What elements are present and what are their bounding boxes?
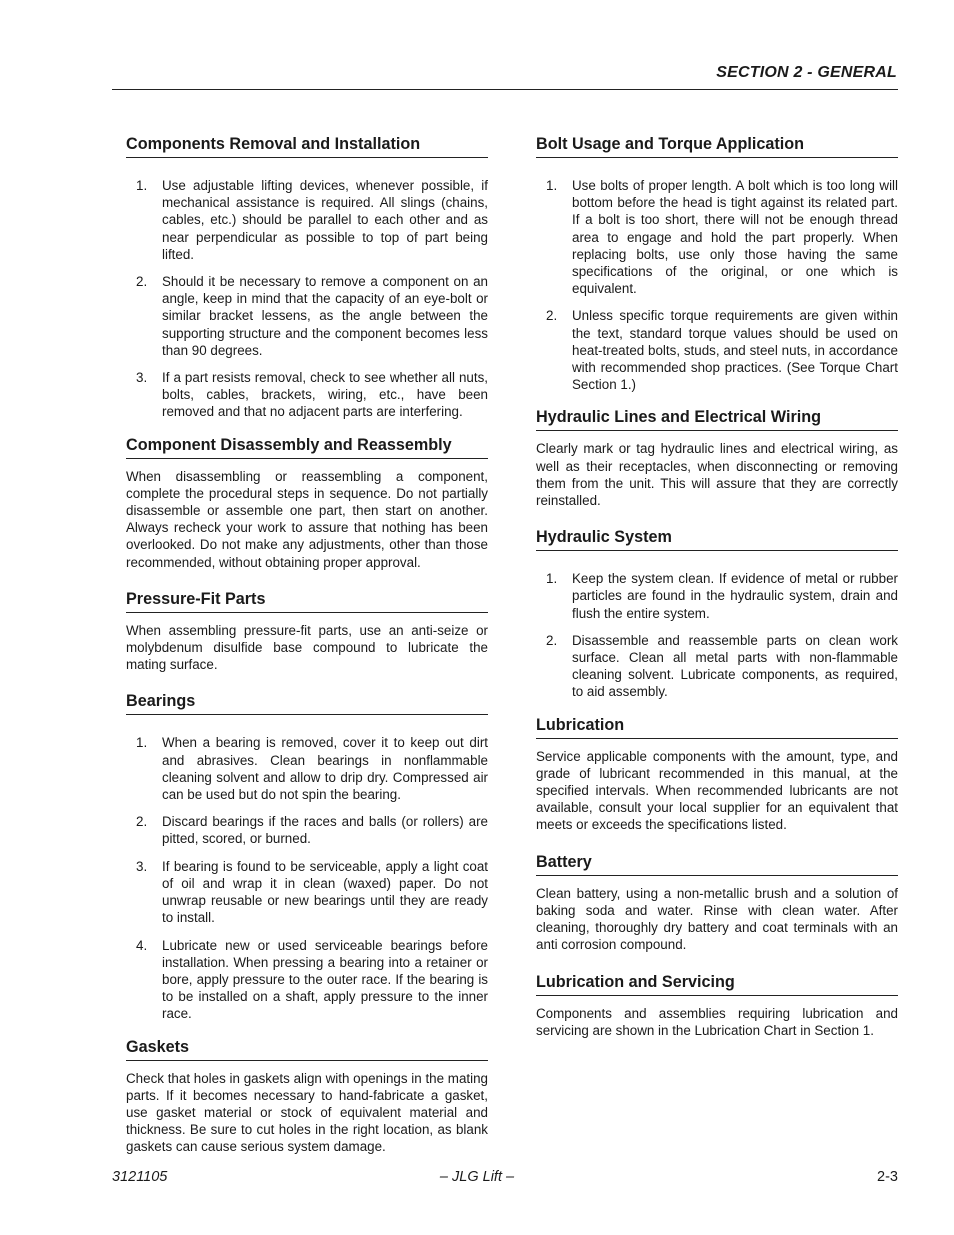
section-lubrication — [536, 715, 898, 834]
section-heading: Battery — [536, 852, 898, 876]
section-heading: Pressure-Fit Parts — [126, 589, 488, 613]
section-body: Clean battery, using a non-metallic brush and a solution of baking soda and water. Rinse with clean water. After cleaning, thoroughly dry battery and coat terminals with an anti corrosion compound. — [536, 885, 898, 953]
list-item: 1. Keep the system clean. If evidence of metal or rubber particles are found in the hydraulic system, drain and flush the entire system. — [546, 571, 898, 621]
list-item: 1. Use adjustable lifting devices, whenever possible, if mechanical assistance is required. All slings (chains, cables, etc.) should be parallel to each other and as near perpendicular as possible to top of part being lifted. — [136, 178, 488, 262]
section-heading: Bolt Usage and Torque Application — [536, 134, 898, 158]
list-item: 3. If a part resists removal, check to see whether all nuts, bolts, cables, brackets, wiring, etc., have been removed and that no adjacent parts are interfering. — [136, 370, 488, 420]
numbered-list — [536, 167, 898, 393]
list-item: 2. Discard bearings if the races and balls (or rollers) are pitted, scored, or burned. — [136, 814, 488, 847]
section-heading: Gaskets — [126, 1037, 488, 1061]
section-heading: Hydraulic Lines and Electrical Wiring — [536, 407, 898, 431]
section-components-removal — [126, 134, 488, 421]
list-item: 2. Unless specific torque requirements are given within the text, standard torque values should be used on heat-treated bolts, studs, and steel nuts, in accordance with recommended shop practices. (See Torque Chart Section 1.) — [546, 308, 898, 393]
list-item: 1. When a bearing is removed, cover it to keep out dirt and abrasives. Clean bearings in nonflammable cleaning solvent and allow to drip dry. Compressed air can be used but do not spin the bearing. — [136, 735, 488, 803]
section-pressure-fit — [126, 589, 488, 674]
document-number: 3121105 — [112, 1169, 168, 1185]
section-hydraulic-system — [536, 527, 898, 700]
section-disassembly — [126, 435, 488, 571]
section-heading: Lubrication — [536, 715, 898, 739]
section-gaskets — [126, 1037, 488, 1156]
section-heading: Hydraulic System — [536, 527, 898, 551]
section-body: Check that holes in gaskets align with openings in the mating parts. If it becomes necessary to hand-fabricate a gasket, use gasket material or stock of equivalent material and thickness. Be sure to cut holes in the right location, as blank gaskets can cause serious system damage. — [126, 1070, 488, 1155]
section-bearings — [126, 691, 488, 1022]
section-heading: Components Removal and Installation — [126, 134, 488, 158]
list-item: 1. Use bolts of proper length. A bolt which is too long will bottom before the head is tight against its related part. If a bolt is too short, there will not be enough thread area to engage and hold the part properly. When replacing bolts, use only those having the same specifications of the original, or one which is equivalent. — [546, 178, 898, 297]
numbered-list — [126, 167, 488, 421]
header-divider — [112, 89, 898, 90]
section-body: When disassembling or reassembling a component, complete the procedural steps in sequence. Do not partially disassemble or assemble one part, then start on another. Always recheck your work to assure that nothing has been overlooked. Do not make any adjustments, other than those recommended, without obtaining proper approval. — [126, 468, 488, 570]
footer-brand: – JLG Lift – — [439, 1169, 515, 1185]
left-column — [126, 134, 488, 1156]
list-item: 4. Lubricate new or used serviceable bearings before installation. When pressing a bearing into a retainer or bore, apply pressure to the outer race. If the bearing is to be installed on a shaft, apply pressure to the inner race. — [136, 937, 488, 1022]
section-hydraulic-lines — [536, 407, 898, 509]
page-number: 2-3 — [877, 1169, 898, 1185]
list-item: 2. Should it be necessary to remove a component on an angle, keep in mind that the capacity of an eye-bolt or similar bracket lessens, as the angle between the supporting structure and the component becomes less than 90 degrees. — [136, 274, 488, 358]
section-heading: Lubrication and Servicing — [536, 972, 898, 996]
section-body: When assembling pressure-fit parts, use an anti-seize or molybdenum disulfide base compound to lubricate the mating surface. — [126, 622, 488, 673]
section-heading: Bearings — [126, 691, 488, 715]
list-item: 2. Disassemble and reassemble parts on clean work surface. Clean all metal parts with non-flammable cleaning solvent. Lubricate components, as required, to aid assembly. — [546, 632, 898, 700]
section-battery — [536, 852, 898, 954]
numbered-list — [126, 724, 488, 1022]
section-lubrication-servicing — [536, 972, 898, 1039]
numbered-list — [536, 560, 898, 700]
section-body: Service applicable components with the amount, type, and grade of lubricant recommended in this manual, at the specified intervals. When recommended lubricants are not available, consult your local supplier for an equivalent that meets or exceeds the specifications listed. — [536, 748, 898, 833]
right-column — [536, 134, 898, 1039]
section-body: Clearly mark or tag hydraulic lines and electrical wiring, as well as their receptacles, when disconnecting or removing them from the unit. This will assure that they are correctly reinstalled. — [536, 441, 898, 509]
section-title: SECTION 2 - GENERAL — [716, 64, 897, 81]
section-body: Components and assemblies requiring lubrication and servicing are shown in the Lubrication Chart in Section 1. — [536, 1005, 898, 1038]
section-heading: Component Disassembly and Reassembly — [126, 435, 488, 459]
list-item: 3. If bearing is found to be serviceable, apply a light coat of oil and wrap it in clean (waxed) paper. Do not unwrap reusable or new bearings until they are ready to install. — [136, 858, 488, 926]
section-bolt-usage — [536, 134, 898, 393]
